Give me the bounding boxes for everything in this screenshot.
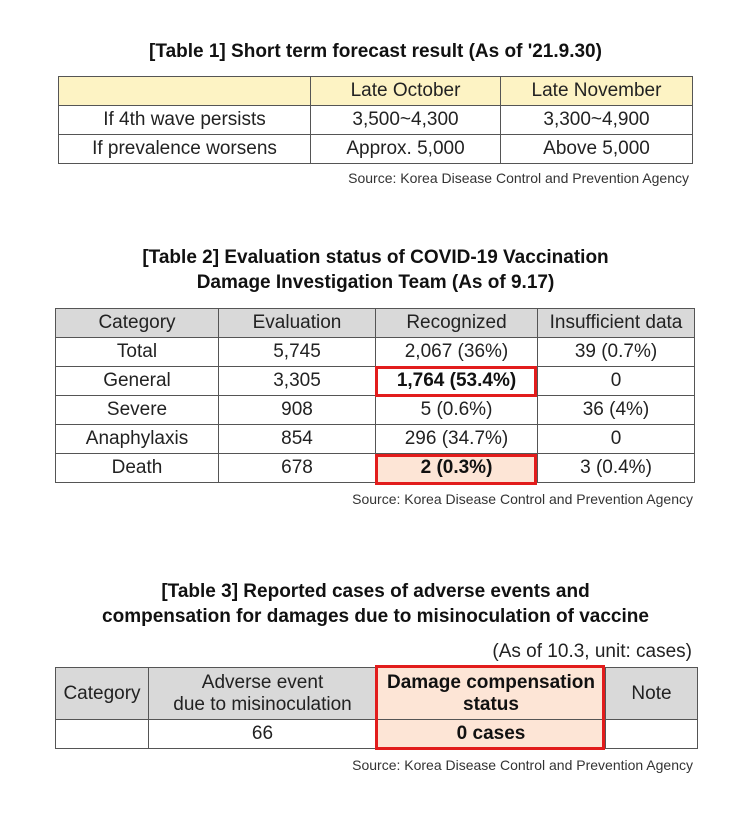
table-cell: Approx. 5,000	[311, 135, 501, 164]
table3-header-cell	[377, 668, 606, 720]
table3-title-line2: compensation for damages due to misinoculation of vaccine	[102, 606, 649, 627]
table-cell	[606, 720, 698, 749]
table-cell: 296 (34.7%)	[376, 425, 538, 454]
table-cell: 3,300~4,900	[501, 106, 693, 135]
table3-header-line: status	[463, 693, 519, 715]
table3-header-cell: Note	[606, 668, 698, 720]
table2	[55, 308, 695, 483]
table-row	[56, 367, 695, 396]
table2-header-row	[56, 309, 695, 338]
highlighted-cell: 0 cases	[377, 720, 606, 749]
table-row	[59, 135, 693, 164]
highlighted-cell: 2 (0.3%)	[376, 454, 538, 483]
table-cell: 2,067 (36%)	[376, 338, 538, 367]
table1	[58, 76, 693, 164]
table2-title-line1: [Table 2] Evaluation status of COVID-19 Vaccination	[142, 247, 609, 268]
table3-source: Source: Korea Disease Control and Prevention Agency	[352, 757, 693, 773]
table-cell: 66	[149, 720, 377, 749]
table-row	[56, 396, 695, 425]
table1-header-cell	[59, 77, 311, 106]
table-cell: 3,305	[219, 367, 376, 396]
table-cell: 3,500~4,300	[311, 106, 501, 135]
table-row	[56, 338, 695, 367]
table-cell: 39 (0.7%)	[538, 338, 695, 367]
table-row	[56, 454, 695, 483]
table3-header-line: Adverse event	[201, 671, 324, 693]
table-cell: Above 5,000	[501, 135, 693, 164]
table-cell: 0	[538, 367, 695, 396]
table-cell: 0	[538, 425, 695, 454]
table3-unit-note: (As of 10.3, unit: cases)	[492, 641, 692, 662]
table-row	[56, 425, 695, 454]
table-cell: Anaphylaxis	[56, 425, 219, 454]
table-cell: 678	[219, 454, 376, 483]
table2-header-cell: Category	[56, 309, 219, 338]
table1-header-row	[59, 77, 693, 106]
table3	[55, 667, 698, 749]
table-cell: Severe	[56, 396, 219, 425]
highlighted-cell: 1,764 (53.4%)	[376, 367, 538, 396]
table1-header-cell: Late October	[311, 77, 501, 106]
table-cell: 908	[219, 396, 376, 425]
table3-header-line: due to misinoculation	[173, 693, 352, 715]
table-cell: 854	[219, 425, 376, 454]
table-cell: If 4th wave persists	[59, 106, 311, 135]
table-row	[59, 106, 693, 135]
table-cell: 3 (0.4%)	[538, 454, 695, 483]
table-cell: If prevalence worsens	[59, 135, 311, 164]
table3-title-line1: [Table 3] Reported cases of adverse events and	[161, 581, 590, 602]
table3-header-cell	[149, 668, 377, 720]
table2-title-line2: Damage Investigation Team (As of 9.17)	[196, 272, 555, 293]
table1-source: Source: Korea Disease Control and Prevention Agency	[348, 170, 689, 186]
table-cell: Total	[56, 338, 219, 367]
table2-header-cell: Insufficient data	[538, 309, 695, 338]
table-cell: 5,745	[219, 338, 376, 367]
table-cell: 36 (4%)	[538, 396, 695, 425]
table2-header-cell: Recognized	[376, 309, 538, 338]
table-cell: Death	[56, 454, 219, 483]
table-cell	[56, 720, 149, 749]
table3-header-cell: Category	[56, 668, 149, 720]
table3-header-line: Damage compensation	[387, 671, 595, 693]
table-cell: General	[56, 367, 219, 396]
table1-header-cell: Late November	[501, 77, 693, 106]
table-row	[56, 720, 698, 749]
table2-source: Source: Korea Disease Control and Prevention Agency	[352, 491, 693, 507]
table2-header-cell: Evaluation	[219, 309, 376, 338]
table3-header-row	[56, 668, 698, 720]
table1-title: [Table 1] Short term forecast result (As of '21.9.30)	[149, 41, 602, 62]
table-cell: 5 (0.6%)	[376, 396, 538, 425]
